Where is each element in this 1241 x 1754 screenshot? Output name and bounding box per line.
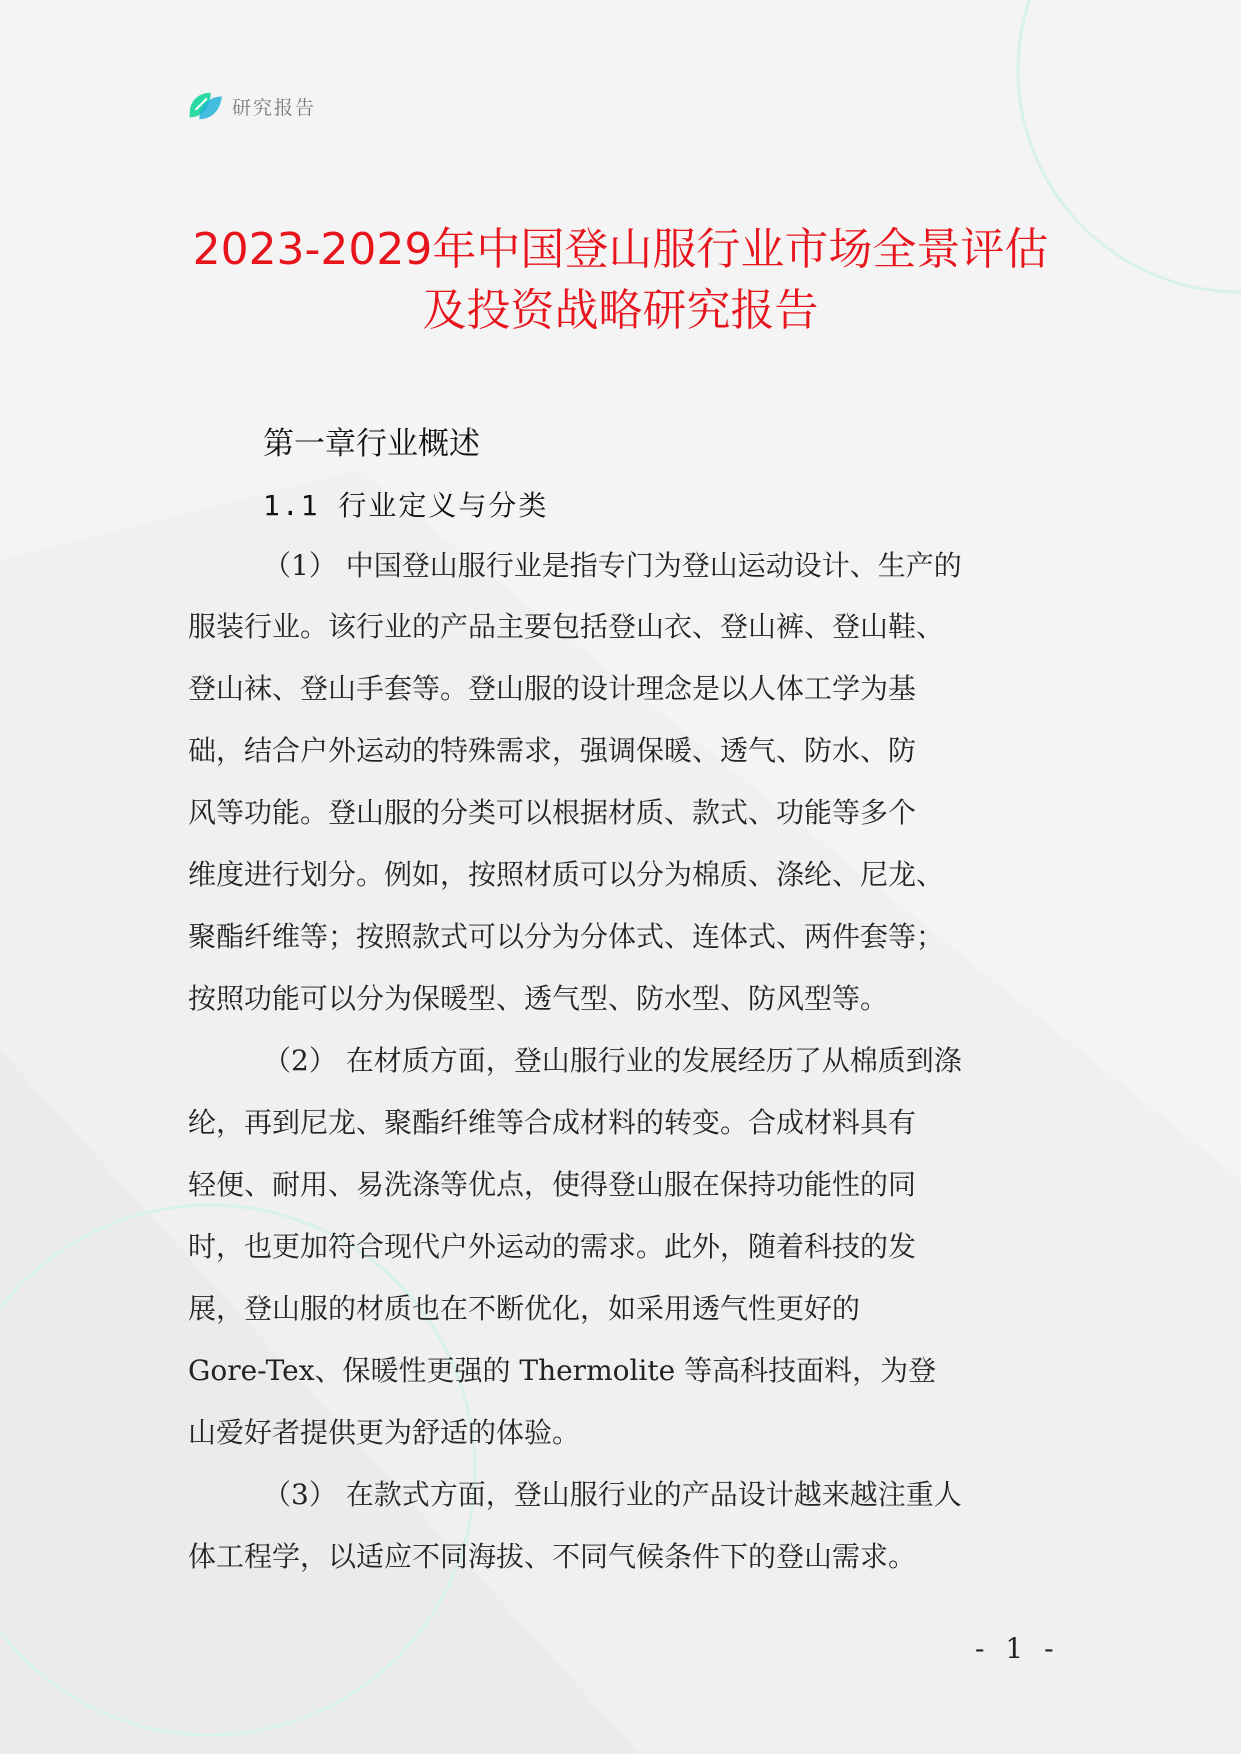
page-number: - 1 -	[975, 1632, 1060, 1665]
body-line: 轻便、耐用、易洗涤等优点，使得登山服在保持功能性的同	[188, 1168, 917, 1201]
body-line: 登山袜、登山手套等。登山服的设计理念是以人体工学为基	[188, 672, 917, 705]
brand-label: 研究报告	[232, 96, 317, 119]
body-line: 服装行业。该行业的产品主要包括登山衣、登山裤、登山鞋、	[188, 610, 945, 643]
title-line: 及投资战略研究报告	[422, 285, 819, 336]
body-line: 聚酯纤维等；按照款式可以分为分体式、连体式、两件套等；	[188, 920, 945, 953]
document-title	[150, 219, 1091, 341]
body-line: Gore-Tex、保暖性更强的 Thermolite 等高科技面料，为登	[188, 1354, 937, 1387]
body-line: 维度进行划分。例如，按照材质可以分为棉质、涤纶、尼龙、	[188, 858, 945, 891]
header-brand	[186, 88, 316, 124]
body-line: 风等功能。登山服的分类可以根据材质、款式、功能等多个	[188, 796, 917, 829]
section-heading: 1.1 行业定义与分类	[263, 489, 549, 522]
body-line: 时，也更加符合现代户外运动的需求。此外，随着科技的发	[188, 1230, 917, 1263]
body-line: 按照功能可以分为保暖型、透气型、防水型、防风型等。	[188, 982, 889, 1015]
body-line: 础，结合户外运动的特殊需求，强调保暖、透气、防水、防	[188, 734, 917, 767]
body-line: （1） 中国登山服行业是指专门为登山运动设计、生产的	[263, 549, 962, 582]
body-line: （3） 在款式方面，登山服行业的产品设计越来越注重人	[263, 1478, 962, 1511]
chapter-heading: 第一章行业概述	[263, 426, 480, 462]
body-line: 展，登山服的材质也在不断优化，如采用透气性更好的	[188, 1292, 861, 1325]
title-line: 2023-2029年中国登山服行业市场全景评估	[192, 224, 1049, 275]
body-line: （2） 在材质方面，登山服行业的发展经历了从棉质到涤	[263, 1044, 962, 1077]
body-line: 山爱好者提供更为舒适的体验。	[188, 1416, 581, 1449]
body-line: 纶，再到尼龙、聚酯纤维等合成材料的转变。合成材料具有	[188, 1106, 917, 1139]
leaf-logo-icon	[186, 89, 224, 123]
body-line: 体工程学，以适应不同海拔、不同气候条件下的登山需求。	[188, 1540, 917, 1573]
